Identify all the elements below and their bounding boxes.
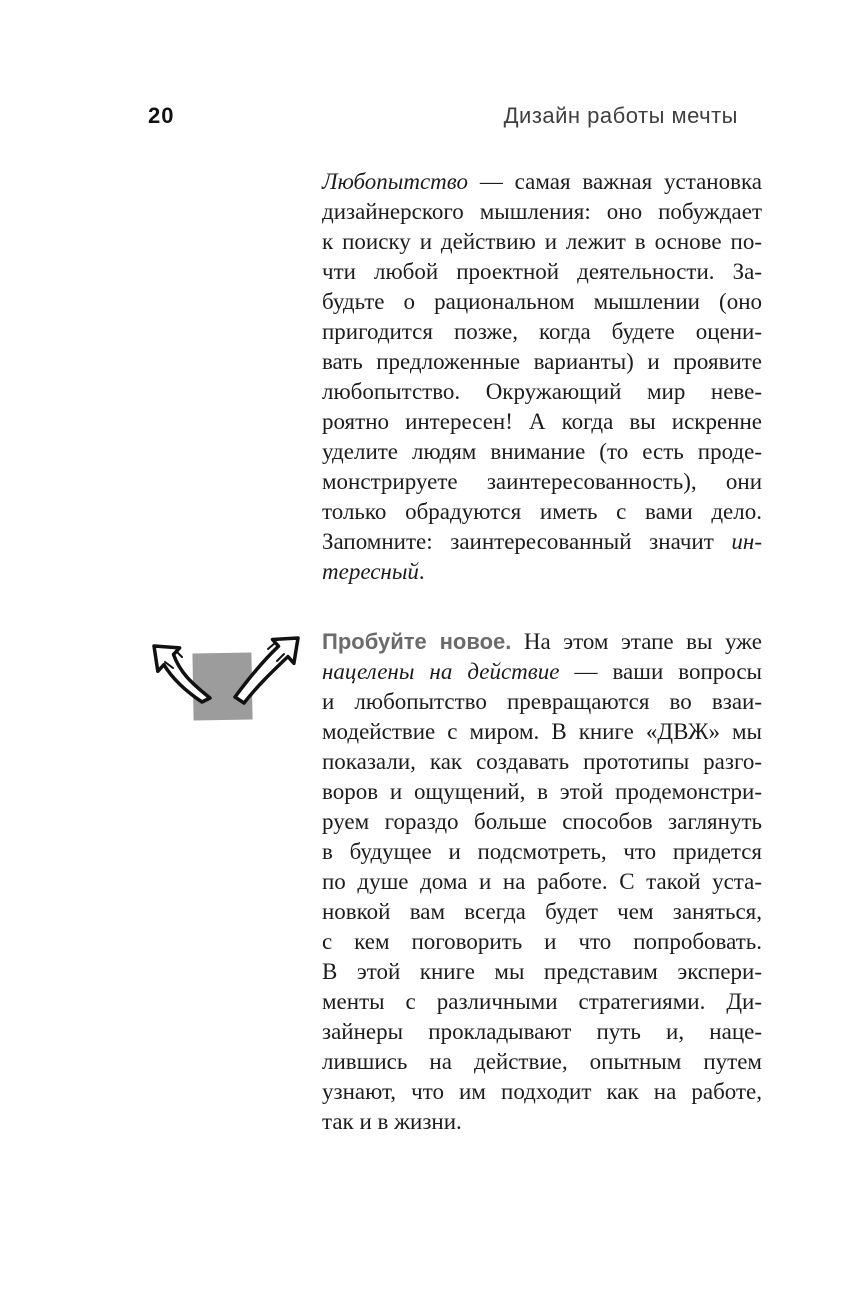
text-line xyxy=(322,897,762,927)
arrows-illustration xyxy=(140,610,310,740)
text-line xyxy=(322,1077,762,1107)
text-segment: — самая важная установка xyxy=(467,169,762,194)
text-line xyxy=(322,747,762,777)
text-line xyxy=(322,927,762,957)
text-line xyxy=(322,987,762,1017)
text-segment: так и в жизни. xyxy=(322,1109,462,1134)
text-segment: нацелены на действие xyxy=(322,659,560,684)
text-segment: . xyxy=(418,559,425,584)
text-segment: менты с различными стратегиями. Ди- xyxy=(322,989,762,1014)
text-line xyxy=(322,557,762,587)
try-new-paragraph xyxy=(322,627,762,1137)
text-line xyxy=(322,957,762,987)
text-segment: и любопытство превращаются во взаи- xyxy=(322,689,762,714)
text-line xyxy=(322,687,762,717)
page-number: 20 xyxy=(148,103,175,128)
text-line xyxy=(322,437,762,467)
text-segment: в будущее и подсмотреть, что придется xyxy=(322,839,762,864)
text-segment: монстрируете заинтересованность), они xyxy=(322,469,762,494)
text-segment: новкой вам всегда будет чем заняться, xyxy=(322,899,762,924)
text-segment: воров и ощущений, в этой продемонстри- xyxy=(322,779,762,804)
text-segment: зайнеры прокладывают путь и, наце- xyxy=(322,1019,762,1044)
text-line xyxy=(322,717,762,747)
text-line xyxy=(322,627,762,657)
text-segment: руем гораздо больше способов заглянуть xyxy=(322,809,762,834)
text-segment: дизайнерского мышления: оно побуждает xyxy=(322,199,762,224)
text-line xyxy=(322,807,762,837)
text-segment: роятно интересен! А когда вы искренне xyxy=(322,409,762,434)
text-line xyxy=(322,1017,762,1047)
text-line xyxy=(322,867,762,897)
text-segment: пригодится позже, когда будете оцени- xyxy=(322,319,762,344)
text-segment: — ваши вопросы xyxy=(559,659,762,684)
text-segment: только обрадуются иметь с вами дело. xyxy=(322,499,762,524)
lead-in-label: Пробуйте новое. xyxy=(322,629,512,654)
text-segment: В этой книге мы представим экспери- xyxy=(322,959,762,984)
text-line xyxy=(322,257,762,287)
text-segment: будьте о рациональном мышлении (оно xyxy=(322,289,762,314)
two-arrows-icon xyxy=(140,610,310,740)
text-segment: Запомните: заинтересованный значит xyxy=(322,529,732,554)
text-segment: ин- xyxy=(731,529,762,554)
curiosity-paragraph xyxy=(322,167,762,587)
text-line xyxy=(322,527,762,557)
text-line xyxy=(322,497,762,527)
text-line xyxy=(322,1047,762,1077)
text-segment: вать предложенные варианты) и проявите xyxy=(322,349,762,374)
text-segment: любопытство. Окружающий мир неве- xyxy=(322,379,762,404)
text-segment: модействие с миром. В книге «ДВЖ» мы xyxy=(322,719,762,744)
text-segment: по душе дома и на работе. С такой уста- xyxy=(322,869,762,894)
text-line xyxy=(322,837,762,867)
text-line xyxy=(322,197,762,227)
text-segment: показали, как создавать прототипы разго- xyxy=(322,749,762,774)
text-segment: к поиску и действию и лежит в основе по- xyxy=(322,229,762,254)
text-line xyxy=(322,287,762,317)
text-line xyxy=(322,407,762,437)
text-line xyxy=(322,467,762,497)
text-segment: Любопытство xyxy=(322,169,468,194)
text-segment: узнают, что им подходит как на работе, xyxy=(322,1079,762,1104)
text-segment: На этом этапе вы уже xyxy=(511,629,762,654)
text-line xyxy=(322,317,762,347)
text-column xyxy=(322,167,762,1137)
text-segment: лившись на действие, опытным путем xyxy=(322,1049,762,1074)
running-title: Дизайн работы мечты xyxy=(503,103,738,128)
text-line xyxy=(322,1107,762,1137)
text-line xyxy=(322,167,762,197)
text-line xyxy=(322,777,762,807)
text-segment: тересный xyxy=(322,559,419,584)
text-segment: уделите людям внимание (то есть проде- xyxy=(322,439,762,464)
text-line xyxy=(322,227,762,257)
text-segment: с кем поговорить и что попробовать. xyxy=(322,929,762,954)
text-line xyxy=(322,657,762,687)
text-segment: чти любой проектной деятельности. За- xyxy=(322,259,762,284)
text-line xyxy=(322,377,762,407)
text-line xyxy=(322,347,762,377)
